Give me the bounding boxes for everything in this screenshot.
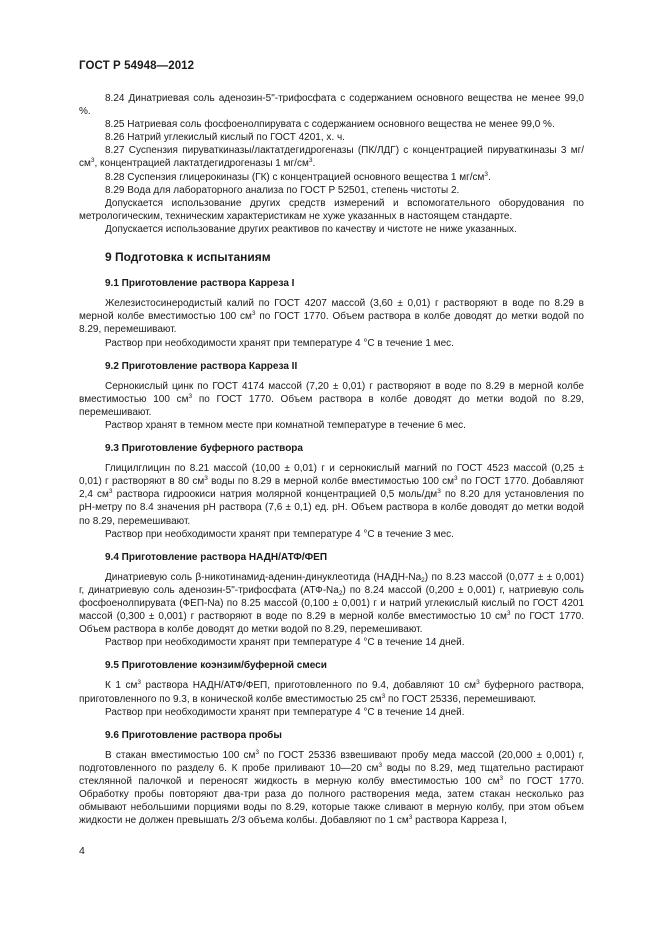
subsection-9-6-heading: 9.6 Приготовление раствора пробы xyxy=(105,729,282,741)
item-8-28: 8.28 Суспензия глицерокиназы (ГК) с концентрацией основного вещества 1 $мг/см^3$. xyxy=(105,170,491,183)
item-8-26: 8.26 Натрий углекислый кислый по ГОСТ 4201, х. ч. xyxy=(105,132,345,144)
page-number: 4 xyxy=(79,845,85,857)
section-9-heading: 9 Подготовка к испытаниям xyxy=(105,250,271,265)
document-header: ГОСТ Р 54948—2012 xyxy=(79,60,195,72)
subsection-9-4-storage: Раствор при необходимости хранят при температуре 4 °С в течение 14 дней. xyxy=(105,637,465,649)
subsection-9-2-paragraph: Сернокислый цинк по ГОСТ 4174 массой (7,20 ± 0,01) г растворяют в воде по 8.29 в мерной колбе вместимостью 100 $см^3$ по ГОСТ 1770. Объем раствора в колбе доводят до метки водой по 8.29, перемешивают. xyxy=(79,380,584,418)
subsection-9-3-paragraph: Глицилглицин по 8.21 массой (10,00 ± 0,01) г и сернокислый магний по ГОСТ 4523 массой (0,25 ± 0,01) г растворяют в 80 $см^3$ воды по 8.29 в мерной колбе вместимостью 100 $см^3$ по ГОСТ 1770. Добавляют 2,4 $см^3$ раствора гидроокиси натрия молярной концентрацией 0,5 моль/$дм^3$ по 8.20 для установления по рН-метру по 8.4 значения рН раствора (7,6 ± 0,1) ед. рН. Объем раствора в колбе доводят до метки водой по 8.29, перемешивают. xyxy=(79,463,584,527)
subsection-9-3-storage: Раствор при необходимости хранят при температуре 4 °С в течение 3 мес. xyxy=(105,528,454,540)
subsection-9-5-storage: Раствор при необходимости хранят при температуре 4 °С в течение 14 дней. xyxy=(105,706,465,718)
subsection-9-6-paragraph: В стакан вместимостью 100 $см^3$ по ГОСТ 25336 взвешивают пробу меда массой (20,000 ± 0,001) г, подготовленного по разделу 6. К пробе приливают 10—20 $см^3$ воды по 8.29, мед тщательно растирают стеклянной палочкой и переносят жидкость в мерную колбу вместимостью 100 $см^3$ по ГОСТ 1770. Обработку пробы повторяют два-три раза до полного растворения меда, затем стакан несколько раз обмывают небольшими порциями воды по 8.29, которые также сливают в мерную колбу, при этом объем жидкости не должен превышать 2/3 объема колбы. Добавляют по 1 $см^3$ раствора Карреза I, xyxy=(79,748,584,827)
subsection-9-2-heading: 9.2 Приготовление раствора Карреза II xyxy=(105,360,298,372)
subsection-9-4-paragraph: Динатриевую соль β-никотинамид-аденин-динуклеотида $(НАДН-Na_2)$ по 8.23 массой (0,077 ± ± 0,001) г, динатриевую соль аденозин-5"-трифосфата $(АТФ-Na_2)$ по 8.24 массой (0,200 ± 0,001) г, натриевую соль фосфоенолпирувата (ФЕП-Na) по 8.25 массой (0,100 ± 0,001) г и натрий углекислый кислый по ГОСТ 4201 массой (0,300 ± 0,001) г растворяют в воде по 8.29 в мерной колбе вместимостью 10 $см^3$ по ГОСТ 1770. Объем раствора в колбе доводят до метки водой по 8.29, перемешивают. xyxy=(79,571,584,636)
subsection-9-1-paragraph: Железистосинеродистый калий по ГОСТ 4207 массой (3,60 ± 0,01) г растворяют в воде по 8.29 в мерной колбе вместимостью 100 $см^3$ по ГОСТ 1770. Объем раствора в колбе доводят до метки водой по 8.29, перемешивают. xyxy=(79,298,584,336)
subsection-9-1-heading: 9.1 Приготовление раствора Карреза I xyxy=(105,278,295,290)
allowance-paragraph-1: Допускается использование других средств измерений и вспомогательного оборудования по метрологическим, техническим характеристикам не хуже указанных в настоящем стандарте. xyxy=(79,197,584,222)
subsection-9-2-storage: Раствор хранят в темном месте при комнатной температуре в течение 6 мес. xyxy=(105,419,466,431)
subsection-9-4-heading: 9.4 Приготовление раствора НАДН/АТФ/ФЕП xyxy=(105,551,328,563)
allowance-paragraph-2: Допускается использование других реактивов по качеству и чистоте не ниже указанных. xyxy=(105,223,517,235)
item-8-25: 8.25 Натриевая соль фосфоенолпирувата с содержанием основного вещества не менее 99,0 %. xyxy=(105,119,555,131)
item-8-29: 8.29 Вода для лабораторного анализа по ГОСТ Р 52501, степень чистоты 2. xyxy=(105,184,460,196)
page-content xyxy=(79,92,584,827)
item-8-27: 8.27 Суспензия пируваткиназы/лактатдегидрогеназы (ПК/ЛДГ) с концентрацией пируваткиназы 3 $мг/см^3$, концентрацией лактатдегидрогеназы 1 $мг/см^3$. xyxy=(79,145,584,170)
subsection-9-1-storage: Раствор при необходимости хранят при температуре 4 °С в течение 1 мес. xyxy=(105,337,454,349)
subsection-9-5-heading: 9.5 Приготовление коэнзим/буферной смеси xyxy=(105,660,327,672)
item-8-24: 8.24 Динатриевая соль аденозин-5"-трифосфата с содержанием основного вещества не менее 99,0 %. xyxy=(79,93,584,118)
subsection-9-5-paragraph: К 1 $см^3$ раствора НАДН/АТФ/ФЕП, приготовленного по 9.4, добавляют 10 $см^3$ буферного раствора, приготовленного по 9.3, в конической колбе вместимостью 25 $см^3$ по ГОСТ 25336, перемешивают. xyxy=(79,679,584,705)
subsection-9-3-heading: 9.3 Приготовление буферного раствора xyxy=(105,443,303,455)
